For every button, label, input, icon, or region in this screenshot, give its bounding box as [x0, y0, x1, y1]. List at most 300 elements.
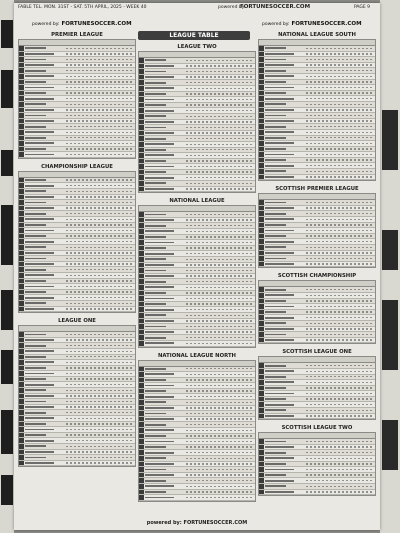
scottish-league-one-title: SCOTTISH LEAGUE ONE — [282, 349, 352, 356]
row-team-name — [145, 87, 174, 89]
row-team-name — [25, 440, 54, 442]
row-stats — [186, 171, 253, 172]
row-position-cell — [19, 366, 24, 371]
row-team-name — [145, 463, 174, 465]
row-position-cell — [19, 461, 24, 466]
scottish-championship-title: SCOTTISH CHAMPIONSHIP — [277, 273, 357, 280]
row-stats — [306, 76, 373, 77]
row-position-cell — [259, 327, 264, 332]
row-team-name — [25, 224, 46, 226]
row-position-cell — [19, 307, 24, 312]
row-team-name — [265, 306, 294, 308]
row-position-cell — [259, 478, 264, 483]
row-stats — [306, 115, 373, 116]
row-team-name — [145, 225, 166, 227]
row-stats — [186, 214, 253, 215]
row-stats — [306, 176, 373, 177]
row-stats — [306, 224, 373, 225]
table-header — [258, 39, 376, 46]
row-stats — [66, 334, 133, 335]
row-stats — [66, 120, 133, 121]
row-stats — [306, 480, 373, 481]
row-team-name — [25, 70, 46, 72]
row-position-cell — [19, 450, 24, 455]
row-team-name — [265, 103, 286, 105]
row-stats — [306, 252, 373, 253]
row-stats — [186, 418, 253, 419]
row-stats — [186, 231, 253, 232]
row-stats — [306, 59, 373, 60]
row-stats — [306, 81, 373, 82]
row-stats — [186, 149, 253, 150]
row-team-name — [25, 109, 54, 111]
row-stats — [66, 339, 133, 340]
page-footer: powered by: FORTUNESOCCER.COM — [146, 520, 248, 526]
championship-title: CHAMPIONSHIP LEAGUE — [41, 163, 113, 170]
national-league-title: NATIONAL LEAGUE — [169, 198, 225, 205]
row-position-cell — [139, 279, 144, 284]
header-issue-info: FABLE TEL. MON. 31ST - SAT. 5TH APRIL, 2025 - WEEK 40 — [18, 5, 147, 10]
row-stats — [306, 87, 373, 88]
row-position-cell — [259, 206, 264, 211]
row-stats — [186, 177, 253, 178]
row-team-name — [265, 376, 286, 378]
row-position-cell — [19, 96, 24, 101]
row-position-cell — [19, 301, 24, 306]
row-stats — [306, 126, 373, 127]
row-stats — [66, 412, 133, 413]
row-position-cell — [259, 256, 264, 261]
row-team-name — [145, 491, 166, 493]
row-position-cell — [259, 445, 264, 450]
row-position-cell — [139, 378, 144, 383]
row-position-cell — [19, 130, 24, 135]
row-team-name — [265, 224, 286, 226]
right-strip-block — [382, 230, 398, 270]
row-position-cell — [19, 399, 24, 404]
header-page-number: PAGE 9 — [354, 5, 371, 10]
row-position-cell — [259, 85, 264, 90]
row-team-name — [145, 286, 174, 288]
row-position-cell — [19, 141, 24, 146]
row-position-cell — [139, 456, 144, 461]
row-stats — [186, 474, 253, 475]
row-team-name — [25, 142, 54, 144]
row-position-cell — [19, 279, 24, 284]
row-team-name — [265, 202, 286, 204]
row-position-cell — [139, 367, 144, 372]
row-team-name — [25, 92, 46, 94]
row-team-name — [265, 258, 286, 260]
row-team-name — [25, 361, 54, 363]
row-position-cell — [19, 108, 24, 113]
row-team-name — [145, 258, 166, 260]
row-position-cell — [139, 411, 144, 416]
row-stats — [66, 401, 133, 402]
row-position-cell — [259, 386, 264, 391]
row-team-name — [265, 218, 294, 220]
left-strip-block — [1, 70, 13, 108]
row-stats — [66, 269, 133, 270]
row-team-name — [145, 59, 166, 61]
row-team-name — [145, 303, 166, 305]
row-stats — [306, 376, 373, 377]
powered-by-brand: FORTUNESOCCER.COM — [61, 21, 132, 27]
row-position-cell — [259, 175, 264, 180]
header-brand: FORTUNESOCCER.COM — [240, 4, 311, 10]
row-position-cell — [139, 268, 144, 273]
row-stats — [186, 275, 253, 276]
row-team-name — [265, 339, 294, 341]
row-position-cell — [139, 153, 144, 158]
row-team-name — [145, 171, 166, 173]
row-team-name — [265, 235, 286, 237]
row-stats — [66, 132, 133, 133]
row-position-cell — [139, 223, 144, 228]
row-team-name — [265, 409, 286, 411]
row-position-cell — [139, 490, 144, 495]
row-position-cell — [259, 200, 264, 205]
row-team-name — [25, 137, 46, 139]
national-league-south-table — [258, 46, 376, 181]
row-team-name — [25, 47, 46, 49]
row-position-cell — [259, 299, 264, 304]
row-position-cell — [259, 450, 264, 455]
row-team-name — [145, 166, 174, 168]
row-position-cell — [139, 229, 144, 234]
national-league-north-table — [138, 367, 256, 502]
row-team-name — [145, 71, 166, 73]
table-header — [18, 39, 136, 46]
row-position-cell — [139, 324, 144, 329]
row-stats — [306, 441, 373, 442]
row-position-cell — [139, 108, 144, 113]
row-team-name — [265, 137, 286, 139]
row-position-cell — [19, 217, 24, 222]
row-team-name — [25, 213, 46, 215]
row-position-cell — [139, 330, 144, 335]
row-position-cell — [259, 52, 264, 57]
row-stats — [186, 292, 253, 293]
row-team-name — [265, 469, 294, 471]
row-position-cell — [259, 315, 264, 320]
row-team-name — [265, 491, 294, 493]
row-team-name — [25, 445, 46, 447]
row-position-cell — [259, 152, 264, 157]
row-team-name — [265, 328, 294, 330]
row-position-cell — [259, 223, 264, 228]
row-stats — [306, 70, 373, 71]
row-stats — [186, 326, 253, 327]
row-position-cell — [139, 86, 144, 91]
row-position-cell — [139, 428, 144, 433]
row-position-cell — [19, 183, 24, 188]
row-stats — [306, 404, 373, 405]
row-stats — [186, 116, 253, 117]
row-position-cell — [259, 136, 264, 141]
row-stats — [306, 415, 373, 416]
row-stats — [306, 219, 373, 220]
row-position-cell — [259, 439, 264, 444]
row-position-cell — [139, 434, 144, 439]
row-stats — [186, 65, 253, 66]
row-position-cell — [19, 136, 24, 141]
row-stats — [186, 385, 253, 386]
row-team-name — [265, 207, 294, 209]
row-position-cell — [259, 119, 264, 124]
row-position-cell — [19, 290, 24, 295]
row-position-cell — [19, 223, 24, 228]
row-position-cell — [139, 218, 144, 223]
row-position-cell — [139, 103, 144, 108]
row-stats — [66, 297, 133, 298]
row-stats — [186, 93, 253, 94]
row-position-cell — [19, 332, 24, 337]
row-stats — [66, 154, 133, 155]
row-position-cell — [139, 187, 144, 192]
row-position-cell — [259, 158, 264, 163]
row-position-cell — [139, 69, 144, 74]
national-league-north-title: NATIONAL LEAGUE NORTH — [158, 352, 236, 359]
table-header — [258, 193, 376, 200]
premier-league-table — [18, 46, 136, 159]
row-position-cell — [139, 97, 144, 102]
row-position-cell — [259, 211, 264, 216]
column-middle — [138, 43, 256, 502]
row-position-cell — [19, 68, 24, 73]
row-stats — [186, 60, 253, 61]
row-stats — [186, 458, 253, 459]
row-stats — [186, 88, 253, 89]
row-stats — [66, 92, 133, 93]
row-stats — [306, 154, 373, 155]
row-team-name — [145, 401, 166, 403]
table-row — [19, 461, 135, 467]
row-position-cell — [259, 96, 264, 101]
row-team-name — [25, 263, 54, 265]
row-position-cell — [259, 369, 264, 374]
row-team-name — [265, 126, 286, 128]
row-team-name — [265, 92, 286, 94]
row-position-cell — [139, 274, 144, 279]
row-team-name — [25, 252, 54, 254]
row-position-cell — [139, 92, 144, 97]
row-team-name — [265, 75, 294, 77]
row-position-cell — [19, 211, 24, 216]
row-team-name — [145, 253, 174, 255]
row-team-name — [25, 384, 54, 386]
row-team-name — [265, 463, 286, 465]
row-stats — [66, 247, 133, 248]
row-team-name — [265, 452, 286, 454]
row-stats — [66, 115, 133, 116]
newspaper-page — [14, 3, 380, 530]
row-position-cell — [19, 444, 24, 449]
row-stats — [186, 374, 253, 375]
column-right — [258, 31, 376, 496]
row-stats — [306, 474, 373, 475]
row-team-name — [25, 395, 54, 397]
row-team-name — [145, 182, 166, 184]
row-team-name — [145, 149, 166, 151]
row-position-cell — [19, 405, 24, 410]
row-stats — [186, 320, 253, 321]
row-stats — [306, 328, 373, 329]
row-position-cell — [259, 293, 264, 298]
league-one-title: LEAGUE ONE — [58, 318, 96, 325]
row-position-cell — [19, 195, 24, 200]
row-position-cell — [139, 484, 144, 489]
row-team-name — [145, 424, 166, 426]
row-position-cell — [139, 495, 144, 500]
league-one-table — [18, 332, 136, 467]
row-position-cell — [259, 490, 264, 495]
row-position-cell — [259, 262, 264, 267]
scottish-premier-title: SCOTTISH PREMIER LEAGUE — [275, 186, 359, 193]
row-position-cell — [19, 85, 24, 90]
row-stats — [306, 53, 373, 54]
row-position-cell — [19, 262, 24, 267]
row-position-cell — [19, 256, 24, 261]
row-team-name — [145, 331, 174, 333]
row-position-cell — [139, 148, 144, 153]
row-team-name — [145, 76, 174, 78]
row-position-cell — [139, 164, 144, 169]
row-stats — [306, 241, 373, 242]
row-position-cell — [259, 217, 264, 222]
row-position-cell — [259, 91, 264, 96]
table-header — [138, 205, 256, 212]
row-position-cell — [139, 341, 144, 346]
row-team-name — [265, 241, 294, 243]
scottish-championship-table — [258, 287, 376, 344]
row-team-name — [145, 275, 174, 277]
row-team-name — [145, 99, 174, 101]
row-position-cell — [19, 251, 24, 256]
row-team-name — [145, 115, 166, 117]
row-team-name — [25, 120, 54, 122]
row-team-name — [25, 115, 46, 117]
row-stats — [66, 406, 133, 407]
row-position-cell — [19, 206, 24, 211]
row-stats — [306, 159, 373, 160]
row-position-cell — [19, 63, 24, 68]
row-team-name — [265, 317, 294, 319]
national-league-south-title: NATIONAL LEAGUE SOUTH — [278, 32, 356, 38]
row-team-name — [265, 230, 294, 232]
row-team-name — [145, 429, 174, 431]
table-header — [138, 360, 256, 367]
row-team-name — [265, 142, 294, 144]
row-stats — [186, 219, 253, 220]
row-team-name — [25, 345, 46, 347]
league-two-title: LEAGUE TWO — [177, 44, 217, 50]
table-row — [259, 490, 375, 496]
row-stats — [306, 207, 373, 208]
row-team-name — [145, 247, 166, 249]
row-team-name — [265, 404, 294, 406]
row-stats — [186, 430, 253, 431]
row-stats — [66, 76, 133, 77]
row-position-cell — [19, 46, 24, 51]
row-position-cell — [19, 455, 24, 460]
row-position-cell — [139, 291, 144, 296]
row-team-name — [265, 47, 286, 49]
row-position-cell — [139, 181, 144, 186]
row-stats — [306, 235, 373, 236]
row-stats — [186, 309, 253, 310]
row-team-name — [145, 342, 174, 344]
row-position-cell — [19, 273, 24, 278]
row-position-cell — [19, 438, 24, 443]
row-stats — [306, 258, 373, 259]
row-position-cell — [19, 52, 24, 57]
row-stats — [186, 242, 253, 243]
row-stats — [66, 64, 133, 65]
row-stats — [186, 138, 253, 139]
row-stats — [186, 188, 253, 189]
row-stats — [186, 99, 253, 100]
row-position-cell — [139, 159, 144, 164]
row-position-cell — [139, 212, 144, 217]
row-team-name — [25, 350, 54, 352]
row-stats — [66, 446, 133, 447]
row-stats — [66, 70, 133, 71]
row-team-name — [265, 98, 294, 100]
row-stats — [306, 120, 373, 121]
row-team-name — [145, 407, 174, 409]
row-stats — [306, 148, 373, 149]
table-row — [19, 307, 135, 313]
row-team-name — [25, 75, 54, 77]
row-stats — [306, 109, 373, 110]
row-team-name — [25, 87, 54, 89]
row-stats — [66, 373, 133, 374]
row-team-name — [25, 462, 54, 464]
row-stats — [306, 398, 373, 399]
row-position-cell — [259, 234, 264, 239]
row-position-cell — [19, 371, 24, 376]
row-stats — [66, 362, 133, 363]
row-position-cell — [19, 382, 24, 387]
row-team-name — [145, 469, 166, 471]
row-team-name — [25, 378, 46, 380]
row-stats — [306, 452, 373, 453]
row-team-name — [145, 385, 174, 387]
page-header — [14, 3, 380, 12]
left-strip-block — [1, 20, 13, 48]
row-stats — [66, 395, 133, 396]
row-team-name — [145, 138, 166, 140]
row-position-cell — [19, 147, 24, 152]
row-position-cell — [139, 383, 144, 388]
row-team-name — [145, 82, 166, 84]
row-team-name — [25, 274, 54, 276]
row-stats — [306, 289, 373, 290]
row-team-name — [145, 497, 174, 499]
row-position-cell — [259, 130, 264, 135]
row-position-cell — [19, 119, 24, 124]
row-position-cell — [139, 64, 144, 69]
right-strip-block — [382, 420, 398, 470]
powered-by-brand: FORTUNESOCCER.COM — [291, 21, 362, 27]
row-stats — [66, 457, 133, 458]
row-team-name — [25, 269, 46, 271]
row-position-cell — [19, 295, 24, 300]
row-position-cell — [139, 400, 144, 405]
row-position-cell — [259, 332, 264, 337]
row-position-cell — [139, 80, 144, 85]
